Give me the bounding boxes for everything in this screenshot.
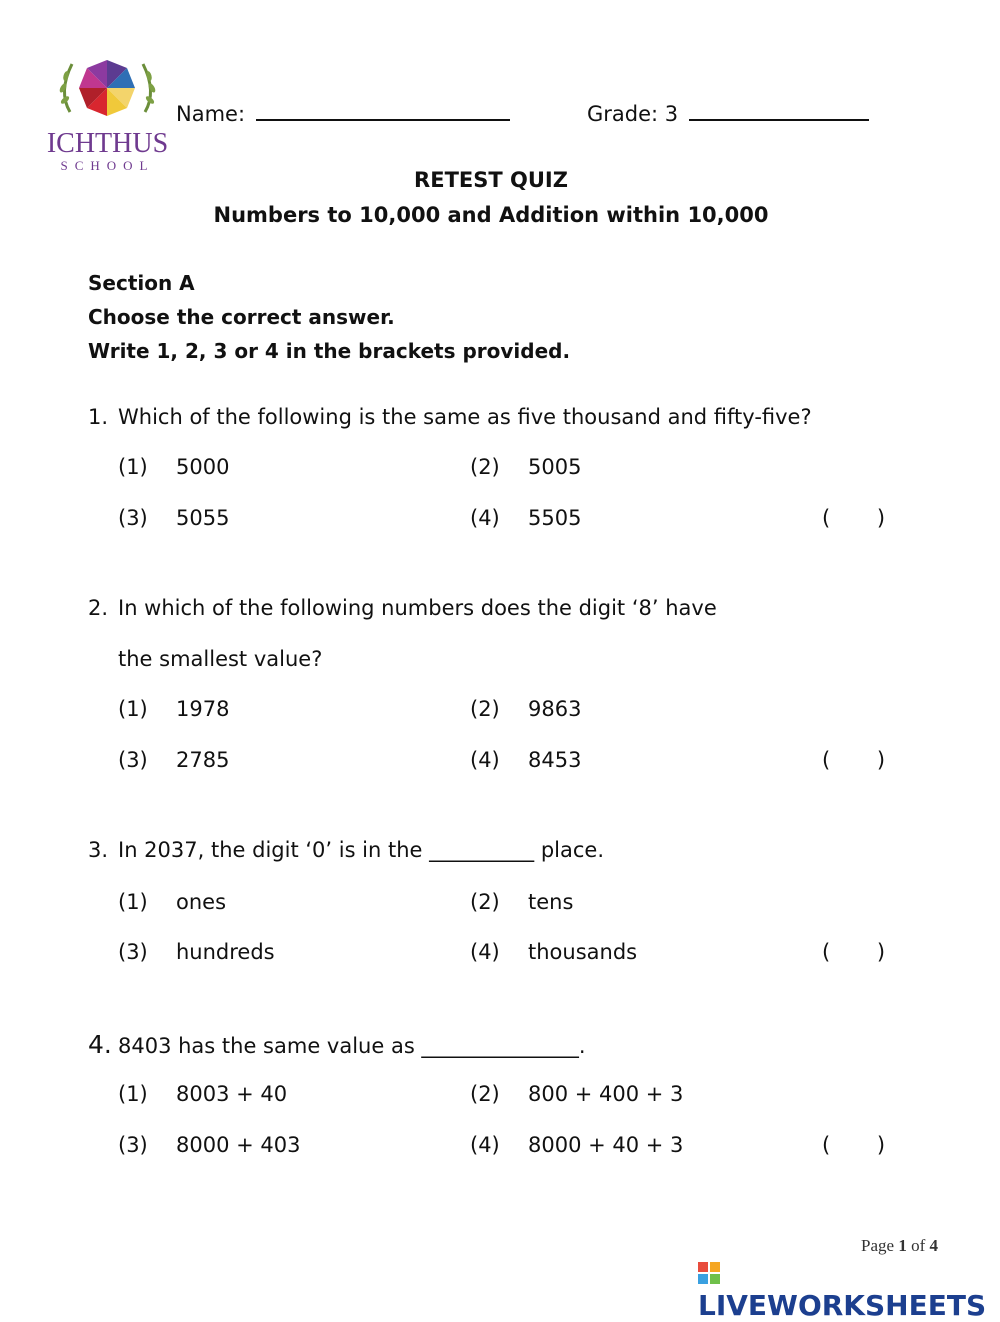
school-subtitle: SCHOOL <box>60 158 155 173</box>
question-3 <box>88 838 604 862</box>
liveworksheets-brand[interactable] <box>698 1256 1000 1322</box>
q1-answer-bracket[interactable]: ( ) <box>822 506 886 530</box>
q4-option-4[interactable]: (4) 8000 + 40 + 3 <box>470 1133 684 1157</box>
question-text: In which of the following numbers does the digit ‘8’ have <box>118 596 717 620</box>
q1-option-2[interactable]: (2) 5005 <box>470 455 582 479</box>
brand-text: LIVEWORKSHEETS <box>698 1289 987 1322</box>
school-crest-icon <box>40 52 175 127</box>
q2-answer-bracket[interactable]: ( ) <box>822 748 886 772</box>
question-4 <box>88 1030 586 1059</box>
question-2 <box>88 596 717 620</box>
question-number: 1. <box>88 405 109 429</box>
question-number: 2. <box>88 596 109 620</box>
q3-option-2[interactable]: (2) tens <box>470 890 574 914</box>
quiz-title: RETEST QUIZ <box>414 168 568 192</box>
q4-option-3[interactable]: (3) 8000 + 403 <box>118 1133 301 1157</box>
name-label: Name: <box>176 102 246 126</box>
q2-option-4[interactable]: (4) 8453 <box>470 748 582 772</box>
q2-option-1[interactable]: (1) 1978 <box>118 697 230 721</box>
page-indicator: Page 1 of 4 <box>861 1236 938 1255</box>
q2-option-2[interactable]: (2) 9863 <box>470 697 582 721</box>
school-name: ICHTHUS <box>46 128 169 159</box>
question-2-line-2: the smallest value? <box>118 647 323 671</box>
question-text: 8403 has the same value as _______________. <box>118 1034 586 1058</box>
q3-option-1[interactable]: (1) ones <box>118 890 227 914</box>
question-number: 3. <box>88 838 109 862</box>
grade-label: Grade: 3 <box>587 102 679 126</box>
question-1 <box>88 405 812 429</box>
liveworksheets-blocks-icon <box>698 1262 720 1284</box>
question-text: In 2037, the digit ‘0’ is in the __________ place. <box>118 838 604 862</box>
instruction-line-2: Write 1, 2, 3 or 4 in the brackets provided. <box>88 339 571 363</box>
q1-option-4[interactable]: (4) 5505 <box>470 506 582 530</box>
q1-option-1[interactable]: (1) 5000 <box>118 455 230 479</box>
instruction-line-1: Choose the correct answer. <box>88 305 395 329</box>
q4-option-1[interactable]: (1) 8003 + 40 <box>118 1082 288 1106</box>
q3-option-4[interactable]: (4) thousands <box>470 940 638 964</box>
name-field <box>176 101 510 126</box>
name-blank-line[interactable] <box>256 101 510 121</box>
quiz-subtitle: Numbers to 10,000 and Addition within 10,000 <box>213 203 769 227</box>
q2-option-3[interactable]: (3) 2785 <box>118 748 230 772</box>
question-number: 4. <box>88 1030 112 1059</box>
q1-option-3[interactable]: (3) 5055 <box>118 506 230 530</box>
q3-answer-bracket[interactable]: ( ) <box>822 940 886 964</box>
q4-answer-bracket[interactable]: ( ) <box>822 1133 886 1157</box>
section-heading: Section A <box>88 271 195 295</box>
grade-blank-line[interactable] <box>689 101 869 121</box>
grade-field <box>587 101 869 126</box>
q3-option-3[interactable]: (3) hundreds <box>118 940 275 964</box>
question-text: Which of the following is the same as five thousand and fifty-five? <box>118 405 812 429</box>
school-logo <box>40 52 175 177</box>
q4-option-2[interactable]: (2) 800 + 400 + 3 <box>470 1082 684 1106</box>
